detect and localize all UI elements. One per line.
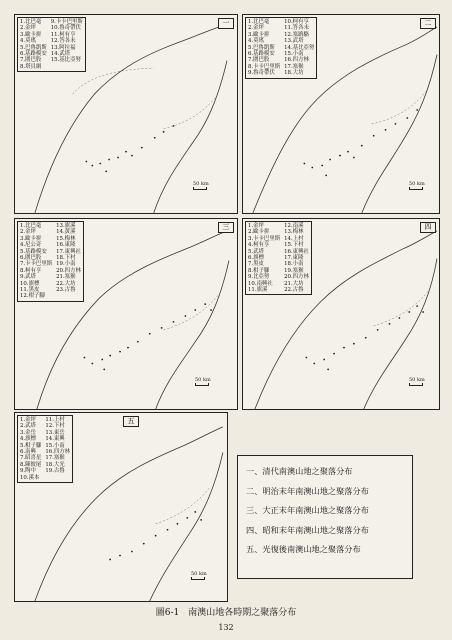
legend-item: 10.溪本 (20, 474, 40, 481)
scale-bar (193, 181, 209, 187)
legend-item: 10.南興社 (248, 280, 273, 287)
scale-label: 50 km (191, 571, 207, 577)
scale-label: 50 km (409, 181, 425, 187)
legend-item: 6.旗標 (248, 255, 264, 262)
legend-item: 10.柯有亨 (284, 19, 309, 25)
legend-item: 7.圍巴股 (248, 57, 270, 64)
period-key (237, 455, 413, 579)
legend-item: 2.武塔 (20, 423, 36, 430)
legend-item: 1.比巴毫 (248, 19, 270, 25)
legend-item: 3.卡卡巴里斯 (248, 235, 281, 242)
legend-item: 3.歐卡拼 (20, 235, 42, 242)
legend-panel-5 (17, 415, 73, 483)
key-row: 三、大正末年南澳山地之聚落分布 (246, 505, 369, 515)
legend-item: 9.武塔 (20, 274, 36, 281)
legend-item: 11.柯有亨 (50, 31, 76, 38)
legend-item: 2.金坪 (20, 229, 36, 236)
scale-bar (409, 377, 425, 383)
panel-number: 三 (218, 222, 234, 233)
legend-item: 14.基比亞努 (284, 44, 315, 51)
legend-item: 3.金岳 (20, 429, 36, 436)
legend-item: 16.四方林 (284, 57, 309, 64)
legend-item: 4.莫瑤 (20, 38, 36, 45)
legend-item: 4.柯有亨 (248, 242, 270, 249)
legend-item: 5.基路模安 (20, 248, 47, 255)
legend-item: 9.卡卡巴里斯 (50, 19, 83, 25)
legend-item: 7.黑皮 (248, 261, 264, 268)
legend-item: 2.歐卡拼 (248, 229, 270, 236)
legend-item: 11.黑皮 (20, 287, 40, 294)
legend-item: 15.梅林 (56, 235, 76, 242)
legend-item: 11.上村 (45, 417, 65, 423)
legend-item: 22.大坊 (56, 280, 76, 287)
legend-item: 3.歐卡拼 (248, 31, 270, 38)
legend-item: 14.武塔 (50, 51, 71, 58)
legend-panel-2 (245, 17, 317, 79)
legend-item: 12.答各未 (50, 38, 76, 45)
legend-item: 5.巴魯凱斯 (248, 44, 275, 51)
legend-item: 8.陳彼尾 (20, 461, 42, 468)
legend-item: 3.歐卡拼 (20, 31, 42, 38)
legend-item: 17.東隆 (284, 255, 304, 262)
legend-panel-3 (17, 221, 84, 302)
legend-item: 8.柑子腳 (248, 267, 270, 274)
legend-item: 12.柑子腳 (20, 293, 45, 300)
legend-item: 18.大坊 (284, 70, 304, 77)
legend-item: 7.圍巴股 (20, 57, 42, 64)
legend-item: 21.大坊 (284, 280, 304, 287)
legend-item: 12.塞路駱 (284, 31, 309, 38)
legend-item: 9.魯奇帶伏 (248, 70, 275, 77)
legend-item: 6.南興 (20, 449, 36, 456)
legend-item: 6.基路模安 (248, 51, 275, 58)
legend-item: 20.四方林 (284, 274, 309, 281)
scale-label: 50 km (409, 377, 425, 383)
legend-item: 22.古魯 (284, 287, 304, 294)
legend-item: 1.比巴毫 (20, 223, 42, 229)
legend-item: 19.塞猴 (284, 267, 304, 274)
key-row: 四、昭和末年南澳山地之聚落分布 (246, 524, 369, 535)
map-panel-3 (14, 218, 238, 410)
legend-item: 8.卡卡巴里斯 (248, 63, 281, 70)
legend-item: 21.塞猴 (56, 274, 76, 281)
legend-item: 7.卡卡巴里斯 (20, 261, 53, 268)
legend-item: 2.金坪 (248, 25, 264, 32)
page-number: 132 (218, 623, 234, 632)
legend-item: 13.梅林 (284, 229, 304, 236)
legend-item: 14.東興 (45, 436, 65, 443)
map-panel-5 (14, 412, 228, 602)
map-panel-1 (14, 14, 238, 214)
figure-caption: 圖6-1 南澳山地各時期之聚落分布 (155, 608, 297, 618)
legend-item: 7.昭喜星 (20, 455, 42, 462)
legend-item: 1.比巴毫 (20, 19, 42, 25)
scale-label: 50 km (195, 377, 211, 383)
legend-panel-1 (17, 17, 86, 72)
legend-item: 5.柑子腳 (20, 442, 42, 449)
legend-item: 12.南溪 (284, 223, 304, 229)
panel-number: 五 (123, 416, 139, 427)
legend-item: 15.小南 (45, 442, 65, 449)
legend-item: 13.阿拉福 (50, 44, 76, 51)
legend-panel-4 (245, 221, 312, 295)
legend-item: 8.柯有亨 (20, 267, 42, 274)
legend-item: 13.東岳 (45, 429, 65, 436)
legend-item: 1.金坪 (248, 223, 264, 229)
key-row: 五、光復後南澳山地之聚落分布 (246, 544, 361, 554)
panel-number: 四 (420, 222, 436, 233)
legend-item: 10.魯奇帶伏 (50, 25, 81, 32)
legend-item: 2.金坪 (20, 25, 36, 32)
legend-item: 9.陶中 (20, 468, 36, 475)
legend-item: 19.小南 (56, 261, 76, 268)
legend-item: 9.比亞努 (248, 274, 270, 281)
legend-item: 14.黃溪 (56, 229, 76, 236)
map-panel-2 (242, 14, 440, 214)
legend-item: 4.旗標 (20, 436, 36, 443)
panel-number: 二 (420, 18, 436, 29)
legend-item: 11.旗溪 (248, 287, 268, 294)
legend-item: 14.上村 (284, 235, 304, 242)
legend-item: 5.武塔 (248, 248, 264, 255)
key-row: 一、清代南澳山地之聚落分布 (246, 466, 353, 476)
legend-item: 15.下村 (284, 242, 304, 249)
legend-item: 16.東興社 (284, 248, 309, 255)
legend-item: 4.尼公奇 (20, 242, 42, 249)
legend-item: 10.旗標 (20, 280, 40, 287)
legend-item: 15.基比亞努 (50, 57, 81, 64)
legend-item: 12.下村 (45, 423, 65, 430)
scale-label: 50 km (193, 181, 209, 187)
legend-item: 6.基路模安 (20, 51, 47, 58)
legend-item: 5.巴魯凱斯 (20, 44, 47, 51)
legend-item: 15.小南 (284, 51, 304, 58)
legend-item: 4.莫瑤 (248, 38, 264, 45)
key-row: 二、明治末年南澳山地之聚落分布 (246, 485, 369, 496)
legend-item: 23.古魯 (56, 287, 76, 294)
legend-item: 13.武塔 (284, 38, 304, 45)
legend-item: 13.旗溪 (56, 223, 76, 229)
legend-item: 6.圍巴股 (20, 255, 42, 262)
legend-item: 16.東隆 (56, 242, 76, 249)
legend-item: 1.金坪 (20, 417, 36, 423)
legend-item: 8.塔貝網 (20, 63, 42, 70)
legend-item: 18.下村 (56, 255, 76, 262)
legend-item: 16.四方林 (45, 449, 71, 456)
legend-item: 18.小南 (284, 261, 304, 268)
legend-item: 20.四方林 (56, 267, 81, 274)
legend-item: 17.塞猴 (284, 63, 304, 70)
legend-item: 19.古魯 (45, 468, 65, 475)
legend-item: 18.大光 (45, 461, 65, 468)
scale-bar (191, 571, 207, 577)
legend-item: 17.東興社 (56, 248, 81, 255)
panel-number: 一 (218, 18, 234, 29)
legend-item: 11.答各未 (284, 25, 309, 32)
legend-item: 17.塞猴 (45, 455, 65, 462)
scale-bar (195, 377, 211, 383)
map-panel-4 (242, 218, 440, 410)
scale-bar (409, 181, 425, 187)
